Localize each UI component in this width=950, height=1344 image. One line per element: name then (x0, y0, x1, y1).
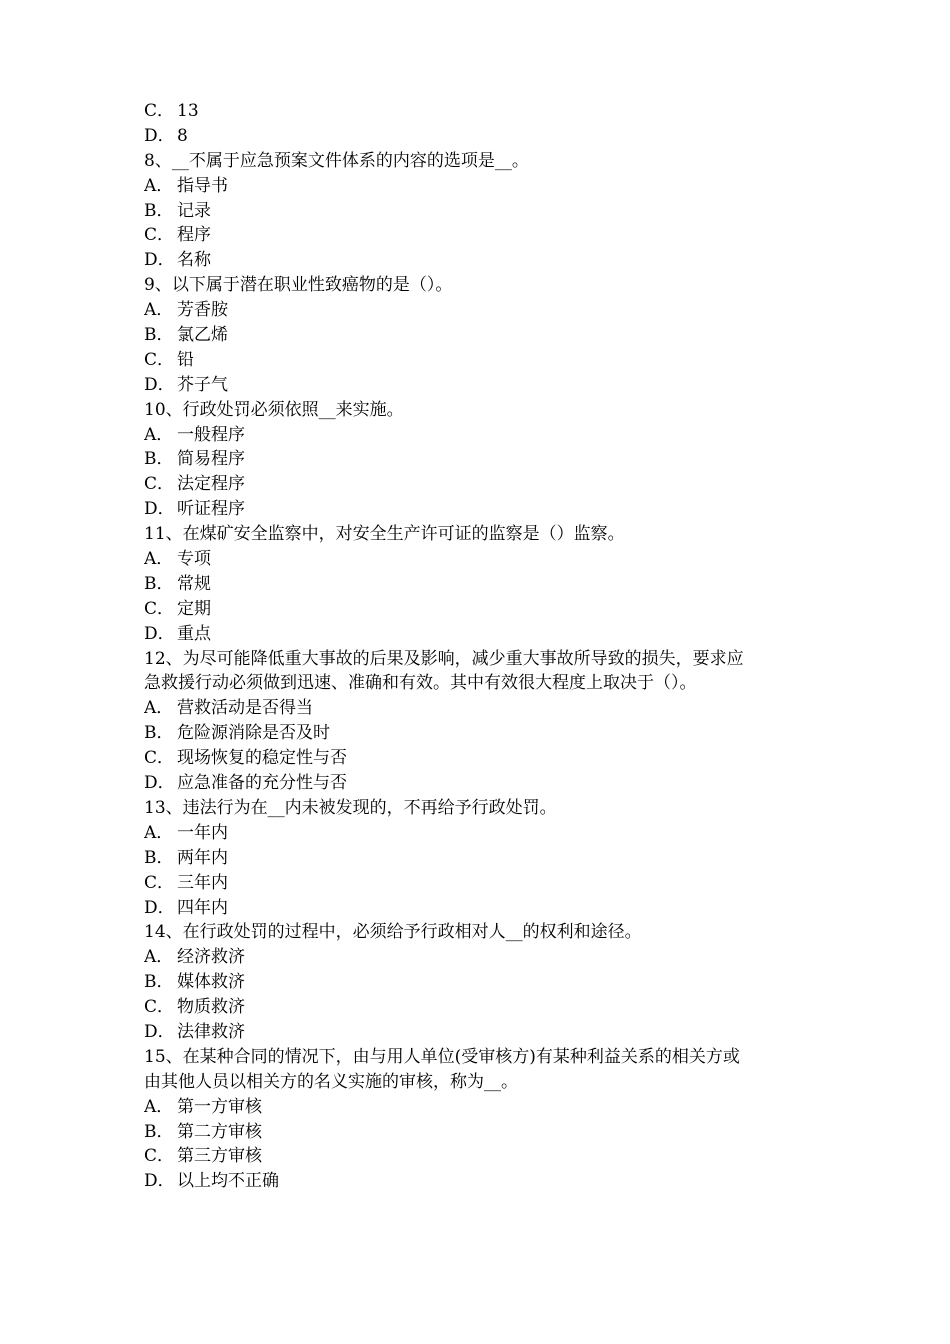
option-text: 名称 (177, 250, 211, 271)
answer-option (144, 298, 824, 323)
option-text: 定期 (177, 598, 211, 619)
option-text: 第二方审核 (177, 1121, 262, 1142)
option-text: 经济救济 (177, 947, 245, 968)
option-letter: C． (144, 872, 175, 893)
question-text: 14、在行政处罚的过程中，必须给予行政相对人__的权利和途径。 (144, 922, 642, 943)
option-text: 四年内 (177, 897, 228, 918)
answer-option (144, 746, 824, 771)
option-text: 芳香胺 (177, 300, 228, 321)
answer-option (144, 373, 824, 398)
answer-option (144, 124, 824, 149)
answer-option (144, 1095, 824, 1120)
answer-option (144, 547, 824, 572)
option-text: 专项 (177, 549, 211, 570)
answer-option (144, 1169, 824, 1194)
option-letter: C． (144, 349, 175, 370)
answer-option (144, 696, 824, 721)
answer-option (144, 1144, 824, 1169)
option-text: 指导书 (177, 175, 228, 196)
option-text: 三年内 (177, 872, 228, 893)
option-text: 8 (177, 125, 188, 146)
option-letter: C． (144, 598, 175, 619)
answer-option (144, 846, 824, 871)
question-text: 13、违法行为在__内未被发现的，不再给予行政处罚。 (144, 797, 557, 818)
option-letter: A． (144, 947, 174, 968)
option-text: 程序 (177, 225, 211, 246)
option-letter: C． (144, 1146, 175, 1167)
option-letter: B． (144, 449, 174, 470)
answer-option (144, 1020, 824, 1045)
answer-option (144, 821, 824, 846)
answer-option (144, 597, 824, 622)
option-letter: B． (144, 573, 174, 594)
question-text: 10、行政处罚必须依照__来实施。 (144, 399, 404, 420)
question-text: 由其他人员以相关方的名义实施的审核，称为__。 (144, 1071, 518, 1092)
answer-option (144, 497, 824, 522)
option-letter: D． (144, 1021, 175, 1042)
answer-option (144, 945, 824, 970)
option-text: 简易程序 (177, 449, 245, 470)
option-letter: A． (144, 175, 174, 196)
answer-option (144, 771, 824, 796)
option-text: 第三方审核 (177, 1146, 262, 1167)
answer-option (144, 896, 824, 921)
option-text: 法定程序 (177, 474, 245, 495)
option-letter: D． (144, 773, 175, 794)
answer-option (144, 348, 824, 373)
option-text: 氯乙烯 (177, 325, 228, 346)
option-letter: A． (144, 822, 174, 843)
answer-option (144, 970, 824, 995)
answer-option (144, 423, 824, 448)
question-text: 8、__不属于应急预案文件体系的内容的选项是__。 (144, 150, 529, 171)
option-letter: A． (144, 1096, 174, 1117)
question-text: 急救援行动必须做到迅速、准确和有效。其中有效很大程度上取决于（）。 (144, 673, 697, 694)
option-text: 一般程序 (177, 424, 245, 445)
option-text: 营救活动是否得当 (177, 698, 313, 719)
option-letter: D． (144, 250, 175, 271)
option-text: 以上均不正确 (177, 1171, 279, 1192)
option-letter: D． (144, 897, 175, 918)
option-letter: A． (144, 698, 174, 719)
option-letter: A． (144, 424, 174, 445)
option-text: 应急准备的充分性与否 (177, 773, 347, 794)
answer-option (144, 199, 824, 224)
answer-option (144, 174, 824, 199)
option-text: 法律救济 (177, 1021, 245, 1042)
option-letter: D． (144, 125, 175, 146)
option-letter: D． (144, 1171, 175, 1192)
option-text: 芥子气 (177, 374, 228, 395)
option-text: 听证程序 (177, 499, 245, 520)
option-letter: B． (144, 200, 174, 221)
answer-option (144, 572, 824, 597)
option-text: 常规 (177, 573, 211, 594)
option-letter: B． (144, 972, 174, 993)
question-text: 11、在煤矿安全监察中，对安全生产许可证的监察是（）监察。 (144, 524, 625, 545)
option-letter: B． (144, 325, 174, 346)
option-letter: C． (144, 101, 175, 121)
option-letter: B． (144, 723, 174, 744)
answer-option (144, 995, 824, 1020)
answer-option (144, 1120, 824, 1145)
answer-option (144, 472, 824, 497)
option-text: 物质救济 (177, 997, 245, 1018)
option-letter: C． (144, 997, 175, 1018)
option-letter: D． (144, 623, 175, 644)
answer-option (144, 447, 824, 472)
option-text: 记录 (177, 200, 211, 221)
answer-option (144, 99, 824, 124)
option-letter: B． (144, 1121, 174, 1142)
question-text: 12、为尽可能降低重大事故的后果及影响，减少重大事故所导致的损失，要求应 (144, 648, 744, 669)
option-text: 一年内 (177, 822, 228, 843)
option-text: 铅 (177, 349, 194, 370)
question-list (144, 99, 824, 1194)
answer-option (144, 223, 824, 248)
question-text: 9、以下属于潜在职业性致癌物的是（）。 (144, 275, 453, 296)
option-letter: B． (144, 847, 174, 868)
option-letter: A． (144, 300, 174, 321)
option-letter: D． (144, 374, 175, 395)
option-text: 现场恢复的稳定性与否 (177, 748, 347, 769)
answer-option (144, 622, 824, 647)
option-letter: D． (144, 499, 175, 520)
option-letter: C． (144, 225, 175, 246)
option-text: 第一方审核 (177, 1096, 262, 1117)
option-text: 13 (177, 101, 199, 121)
answer-option (144, 248, 824, 273)
answer-option (144, 871, 824, 896)
option-letter: C． (144, 748, 175, 769)
question-text: 15、在某种合同的情况下，由与用人单位(受审核方)有某种利益关系的相关方或 (144, 1046, 740, 1067)
option-text: 两年内 (177, 847, 228, 868)
answer-option (144, 721, 824, 746)
option-letter: C． (144, 474, 175, 495)
option-text: 重点 (177, 623, 211, 644)
answer-option (144, 323, 824, 348)
option-text: 媒体救济 (177, 972, 245, 993)
option-letter: A． (144, 549, 174, 570)
option-text: 危险源消除是否及时 (177, 723, 330, 744)
